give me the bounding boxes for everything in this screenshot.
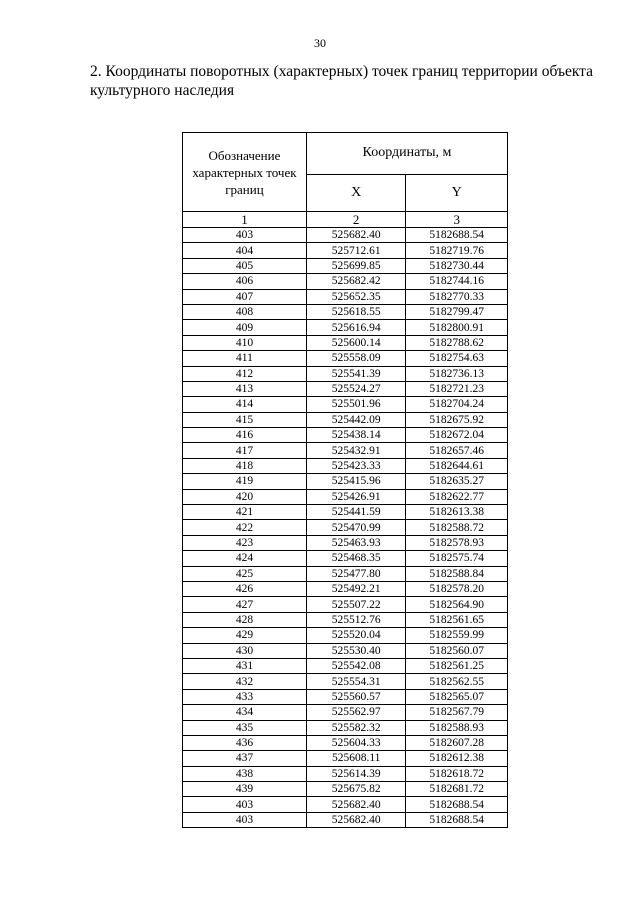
table-row: [183, 258, 508, 273]
point-id-cell: 410: [183, 335, 307, 350]
y-coordinate-cell: 5182800.91: [406, 320, 508, 335]
x-coordinate-cell: 525712.61: [306, 243, 406, 258]
x-coordinate-cell: 525423.33: [306, 458, 406, 473]
x-coordinate-cell: 525618.55: [306, 304, 406, 319]
y-coordinate-cell: 5182578.20: [406, 581, 508, 596]
table-row: [183, 751, 508, 766]
table-row: [183, 705, 508, 720]
header-y: Y: [406, 174, 508, 211]
point-id-cell: 415: [183, 412, 307, 427]
table-row: [183, 243, 508, 258]
x-coordinate-cell: 525442.09: [306, 412, 406, 427]
y-coordinate-cell: 5182721.23: [406, 381, 508, 396]
point-id-cell: 417: [183, 443, 307, 458]
y-coordinate-cell: 5182613.38: [406, 505, 508, 520]
point-id-cell: 409: [183, 320, 307, 335]
header-point-label: Обозначение характерных точек границ: [183, 133, 307, 212]
y-coordinate-cell: 5182644.61: [406, 458, 508, 473]
point-id-cell: 434: [183, 705, 307, 720]
table-row: [183, 458, 508, 473]
x-coordinate-cell: 525682.40: [306, 228, 406, 243]
y-coordinate-cell: 5182704.24: [406, 397, 508, 412]
x-coordinate-cell: 525558.09: [306, 351, 406, 366]
point-id-cell: 437: [183, 751, 307, 766]
point-id-cell: 403: [183, 228, 307, 243]
point-id-cell: 418: [183, 458, 307, 473]
x-coordinate-cell: 525432.91: [306, 443, 406, 458]
y-coordinate-cell: 5182561.25: [406, 658, 508, 673]
y-coordinate-cell: 5182567.79: [406, 705, 508, 720]
point-id-cell: 405: [183, 258, 307, 273]
point-id-cell: 408: [183, 304, 307, 319]
x-coordinate-cell: 525560.57: [306, 689, 406, 704]
table-row: [183, 320, 508, 335]
y-coordinate-cell: 5182588.93: [406, 720, 508, 735]
table-row: [183, 551, 508, 566]
x-coordinate-cell: 525541.39: [306, 366, 406, 381]
table-row: [183, 366, 508, 381]
point-id-cell: 420: [183, 489, 307, 504]
y-coordinate-cell: 5182561.65: [406, 612, 508, 627]
x-coordinate-cell: 525682.40: [306, 812, 406, 827]
x-coordinate-cell: 525438.14: [306, 428, 406, 443]
y-coordinate-cell: 5182736.13: [406, 366, 508, 381]
table-row: [183, 335, 508, 350]
point-id-cell: 425: [183, 566, 307, 581]
y-coordinate-cell: 5182622.77: [406, 489, 508, 504]
header-index-row: [183, 212, 508, 228]
x-coordinate-cell: 525582.32: [306, 720, 406, 735]
table-row: [183, 628, 508, 643]
x-coordinate-cell: 525441.59: [306, 505, 406, 520]
section-heading: 2. Координаты поворотных (характерных) точек границ территории объекта культурного наследия: [90, 63, 594, 99]
table-row: [183, 304, 508, 319]
point-id-cell: 428: [183, 612, 307, 627]
table-row: [183, 766, 508, 781]
point-id-cell: 403: [183, 812, 307, 827]
table-row: [183, 535, 508, 550]
point-id-cell: 427: [183, 597, 307, 612]
table-row: [183, 643, 508, 658]
point-id-cell: 423: [183, 535, 307, 550]
coordinates-body: [183, 228, 508, 828]
y-coordinate-cell: 5182744.16: [406, 274, 508, 289]
x-coordinate-cell: 525682.40: [306, 797, 406, 812]
y-coordinate-cell: 5182754.63: [406, 351, 508, 366]
x-coordinate-cell: 525530.40: [306, 643, 406, 658]
y-coordinate-cell: 5182612.38: [406, 751, 508, 766]
x-coordinate-cell: 525616.94: [306, 320, 406, 335]
coordinates-table: [182, 132, 508, 828]
x-coordinate-cell: 525470.99: [306, 520, 406, 535]
table-row: [183, 612, 508, 627]
header-index-3: 3: [406, 212, 508, 228]
x-coordinate-cell: 525426.91: [306, 489, 406, 504]
x-coordinate-cell: 525492.21: [306, 581, 406, 596]
table-row: [183, 381, 508, 396]
table-row: [183, 720, 508, 735]
point-id-cell: 433: [183, 689, 307, 704]
x-coordinate-cell: 525699.85: [306, 258, 406, 273]
page-number: 30: [314, 36, 326, 50]
y-coordinate-cell: 5182560.07: [406, 643, 508, 658]
point-id-cell: 414: [183, 397, 307, 412]
point-id-cell: 429: [183, 628, 307, 643]
y-coordinate-cell: 5182562.55: [406, 674, 508, 689]
table-row: [183, 428, 508, 443]
point-id-cell: 416: [183, 428, 307, 443]
y-coordinate-cell: 5182730.44: [406, 258, 508, 273]
table-row: [183, 566, 508, 581]
point-id-cell: 435: [183, 720, 307, 735]
y-coordinate-cell: 5182688.54: [406, 228, 508, 243]
x-coordinate-cell: 525604.33: [306, 735, 406, 750]
table-row: [183, 274, 508, 289]
table-row: [183, 674, 508, 689]
x-coordinate-cell: 525675.82: [306, 782, 406, 797]
y-coordinate-cell: 5182565.07: [406, 689, 508, 704]
table-row: [183, 597, 508, 612]
table-row: [183, 505, 508, 520]
table-row: [183, 474, 508, 489]
table-row: [183, 520, 508, 535]
y-coordinate-cell: 5182675.92: [406, 412, 508, 427]
point-id-cell: 404: [183, 243, 307, 258]
point-id-cell: 411: [183, 351, 307, 366]
y-coordinate-cell: 5182635.27: [406, 474, 508, 489]
y-coordinate-cell: 5182607.28: [406, 735, 508, 750]
y-coordinate-cell: 5182618.72: [406, 766, 508, 781]
table-row: [183, 658, 508, 673]
x-coordinate-cell: 525520.04: [306, 628, 406, 643]
header-index-2: 2: [306, 212, 406, 228]
y-coordinate-cell: 5182657.46: [406, 443, 508, 458]
table-row: [183, 228, 508, 243]
y-coordinate-cell: 5182559.99: [406, 628, 508, 643]
table-row: [183, 735, 508, 750]
x-coordinate-cell: 525652.35: [306, 289, 406, 304]
point-id-cell: 439: [183, 782, 307, 797]
y-coordinate-cell: 5182588.84: [406, 566, 508, 581]
point-id-cell: 419: [183, 474, 307, 489]
point-id-cell: 430: [183, 643, 307, 658]
point-id-cell: 406: [183, 274, 307, 289]
table-row: [183, 689, 508, 704]
point-id-cell: 403: [183, 797, 307, 812]
x-coordinate-cell: 525562.97: [306, 705, 406, 720]
table-row: [183, 581, 508, 596]
y-coordinate-cell: 5182564.90: [406, 597, 508, 612]
table-row: [183, 351, 508, 366]
x-coordinate-cell: 525682.42: [306, 274, 406, 289]
y-coordinate-cell: 5182681.72: [406, 782, 508, 797]
x-coordinate-cell: 525600.14: [306, 335, 406, 350]
x-coordinate-cell: 525614.39: [306, 766, 406, 781]
y-coordinate-cell: 5182799.47: [406, 304, 508, 319]
table-row: [183, 289, 508, 304]
y-coordinate-cell: 5182588.72: [406, 520, 508, 535]
y-coordinate-cell: 5182788.62: [406, 335, 508, 350]
y-coordinate-cell: 5182672.04: [406, 428, 508, 443]
header-x: X: [306, 174, 406, 211]
x-coordinate-cell: 525524.27: [306, 381, 406, 396]
y-coordinate-cell: 5182578.93: [406, 535, 508, 550]
point-id-cell: 421: [183, 505, 307, 520]
x-coordinate-cell: 525507.22: [306, 597, 406, 612]
y-coordinate-cell: 5182575.74: [406, 551, 508, 566]
x-coordinate-cell: 525512.76: [306, 612, 406, 627]
x-coordinate-cell: 525463.93: [306, 535, 406, 550]
point-id-cell: 438: [183, 766, 307, 781]
table-row: [183, 797, 508, 812]
table-row: [183, 812, 508, 827]
x-coordinate-cell: 525554.31: [306, 674, 406, 689]
point-id-cell: 426: [183, 581, 307, 596]
header-index-1: 1: [183, 212, 307, 228]
table-row: [183, 782, 508, 797]
table-row: [183, 489, 508, 504]
point-id-cell: 436: [183, 735, 307, 750]
x-coordinate-cell: 525501.96: [306, 397, 406, 412]
table-row: [183, 397, 508, 412]
header-coordinates: Координаты, м: [306, 133, 507, 175]
table-row: [183, 443, 508, 458]
x-coordinate-cell: 525608.11: [306, 751, 406, 766]
point-id-cell: 422: [183, 520, 307, 535]
point-id-cell: 413: [183, 381, 307, 396]
x-coordinate-cell: 525477.80: [306, 566, 406, 581]
y-coordinate-cell: 5182770.33: [406, 289, 508, 304]
point-id-cell: 431: [183, 658, 307, 673]
point-id-cell: 412: [183, 366, 307, 381]
y-coordinate-cell: 5182719.76: [406, 243, 508, 258]
x-coordinate-cell: 525542.08: [306, 658, 406, 673]
point-id-cell: 432: [183, 674, 307, 689]
point-id-cell: 424: [183, 551, 307, 566]
x-coordinate-cell: 525415.96: [306, 474, 406, 489]
y-coordinate-cell: 5182688.54: [406, 812, 508, 827]
x-coordinate-cell: 525468.35: [306, 551, 406, 566]
table-row: [183, 412, 508, 427]
point-id-cell: 407: [183, 289, 307, 304]
y-coordinate-cell: 5182688.54: [406, 797, 508, 812]
